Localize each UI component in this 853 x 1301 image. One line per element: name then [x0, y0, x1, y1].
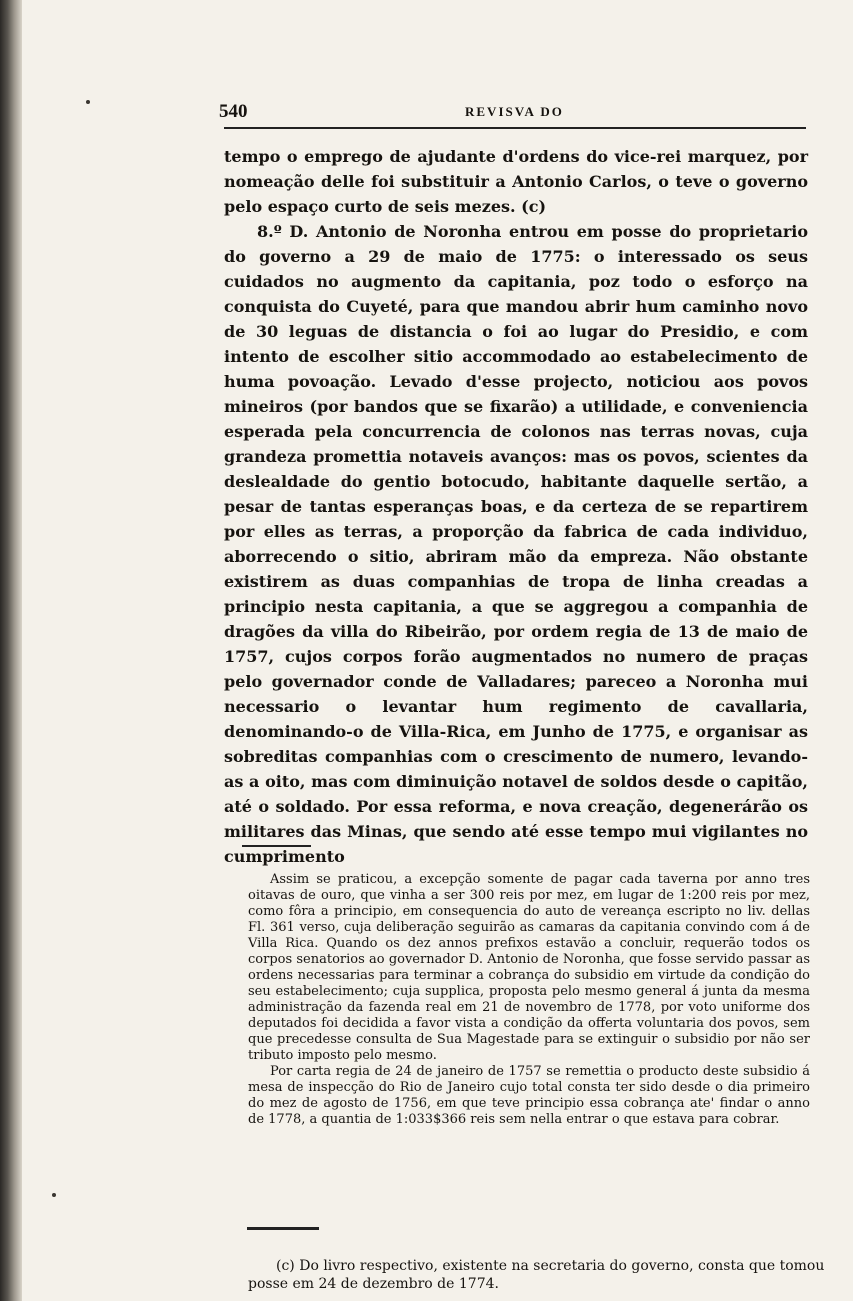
paper-speck [52, 1193, 56, 1197]
body-paragraph: 8.º D. Antonio de Noronha entrou em posse do proprietario do governo a 29 de maio de 1775: o interessado os seus cuidados no augmento da capitania, poz todo o esforço na conquista do Cuyeté, para que mandou abrir hum caminho novo de 30 leguas de distancia o foi ao lugar do Presidio, e com intento de escolher sitio accommodado ao estabelecimento de huma povoação. Levado d'esse projecto, noticiou aos povos mineiros (por bandos que se fixarão) a utilidade, e conveniencia esperada pela concurrencia de colonos nas terras novas, cuja grandeza promettia notaveis avanços: mas os povos, scientes da deslealdade do gentio botocudo, habitante daquelle sertão, a pesar de tantas esperanças boas, e da certeza de se repartirem por elles as terras, a proporção da fabrica de cada individuo, aborrecendo o sitio, abriram mão da empreza. Não obstante existirem as duas companhias de tropa de linha creadas a principio nesta capitania, a que se aggregou a companhia de dragões da villa do Ribeirão, por ordem regia de 13 de maio de 1757, cujos corpos forão augmentados no numero de praças pelo governador conde de Valladares; pareceo a Noronha mui necessario o levantar hum regimento de cavallaria, denominando-o de Villa-Rica, em Junho de 1775, e organisar as sobreditas companhias com o crescimento de numero, levando-as a oito, mas com diminuição notavel de soldos desde o capitão, até o soldado. Por essa reforma, e nova creação, degenerárão os militares das Minas, que sendo até esse tempo mui vigilantes no cumprimento [224, 222, 808, 866]
footnote-paragraph: Por carta regia de 24 de janeiro de 1757 se remettia o producto deste subsidio á mesa de inspecção do Rio de Janeiro cujo total consta ter sido desde o dia primeiro do mez de agosto de 1756, em que teve principio essa cobrança ate' findar o anno de 1778, a quantia de 1:033$366 reis sem nella entrar o que estava para cobrar. [248, 1064, 810, 1127]
running-title: REVISVA DO [465, 104, 564, 119]
footnotes [248, 872, 810, 1192]
footnote-rule [247, 1227, 319, 1230]
footnote-c [248, 1257, 838, 1293]
book-spine-shadow [0, 0, 22, 1301]
footnote-c-text: (c) Do livro respectivo, existente na secretaria do governo, consta que tomou posse em 24 de dezembro de 1774. [248, 1258, 825, 1292]
page-header [219, 101, 809, 127]
footnote-rule [242, 845, 311, 847]
header-rule [224, 127, 806, 129]
body-text [224, 144, 808, 866]
body-paragraph: tempo o emprego de ajudante d'ordens do vice-rei marquez, por nomeação delle foi substituir a Antonio Carlos, o teve o governo pelo espaço curto de seis mezes. (c) [224, 147, 808, 216]
footnote-paragraph: Assim se praticou, a excepção somente de pagar cada taverna por anno tres oitavas de ouro, que vinha a ser 300 reis por mez, em lugar de 1:200 reis por mez, como fôra a principio, em consequencia do auto de vereança escripto no liv. dellas Fl. 361 verso, cuja deliberação seguirão as camaras da capitania convindo com á de Villa Rica. Quando os dez annos prefixos estavão a concluir, requerão todos os corpos senatorios ao governador D. Antonio de Noronha, que fosse servido passar as ordens necessarias para terminar a cobrança do subsidio em virtude da condição do seu estabelecimento; cuja supplica, proposta pelo mesmo general á junta da mesma administração da fazenda real em 21 de novembro de 1778, por voto uniforme dos deputados foi decidida a favor vista a condição da offerta voluntaria dos povos, sem que precedesse consulta de Sua Magestade para se extinguir o subsidio por não ser tributo imposto pelo mesmo. [248, 872, 810, 1063]
paper-speck [86, 100, 90, 104]
page-number: 540 [219, 101, 248, 122]
